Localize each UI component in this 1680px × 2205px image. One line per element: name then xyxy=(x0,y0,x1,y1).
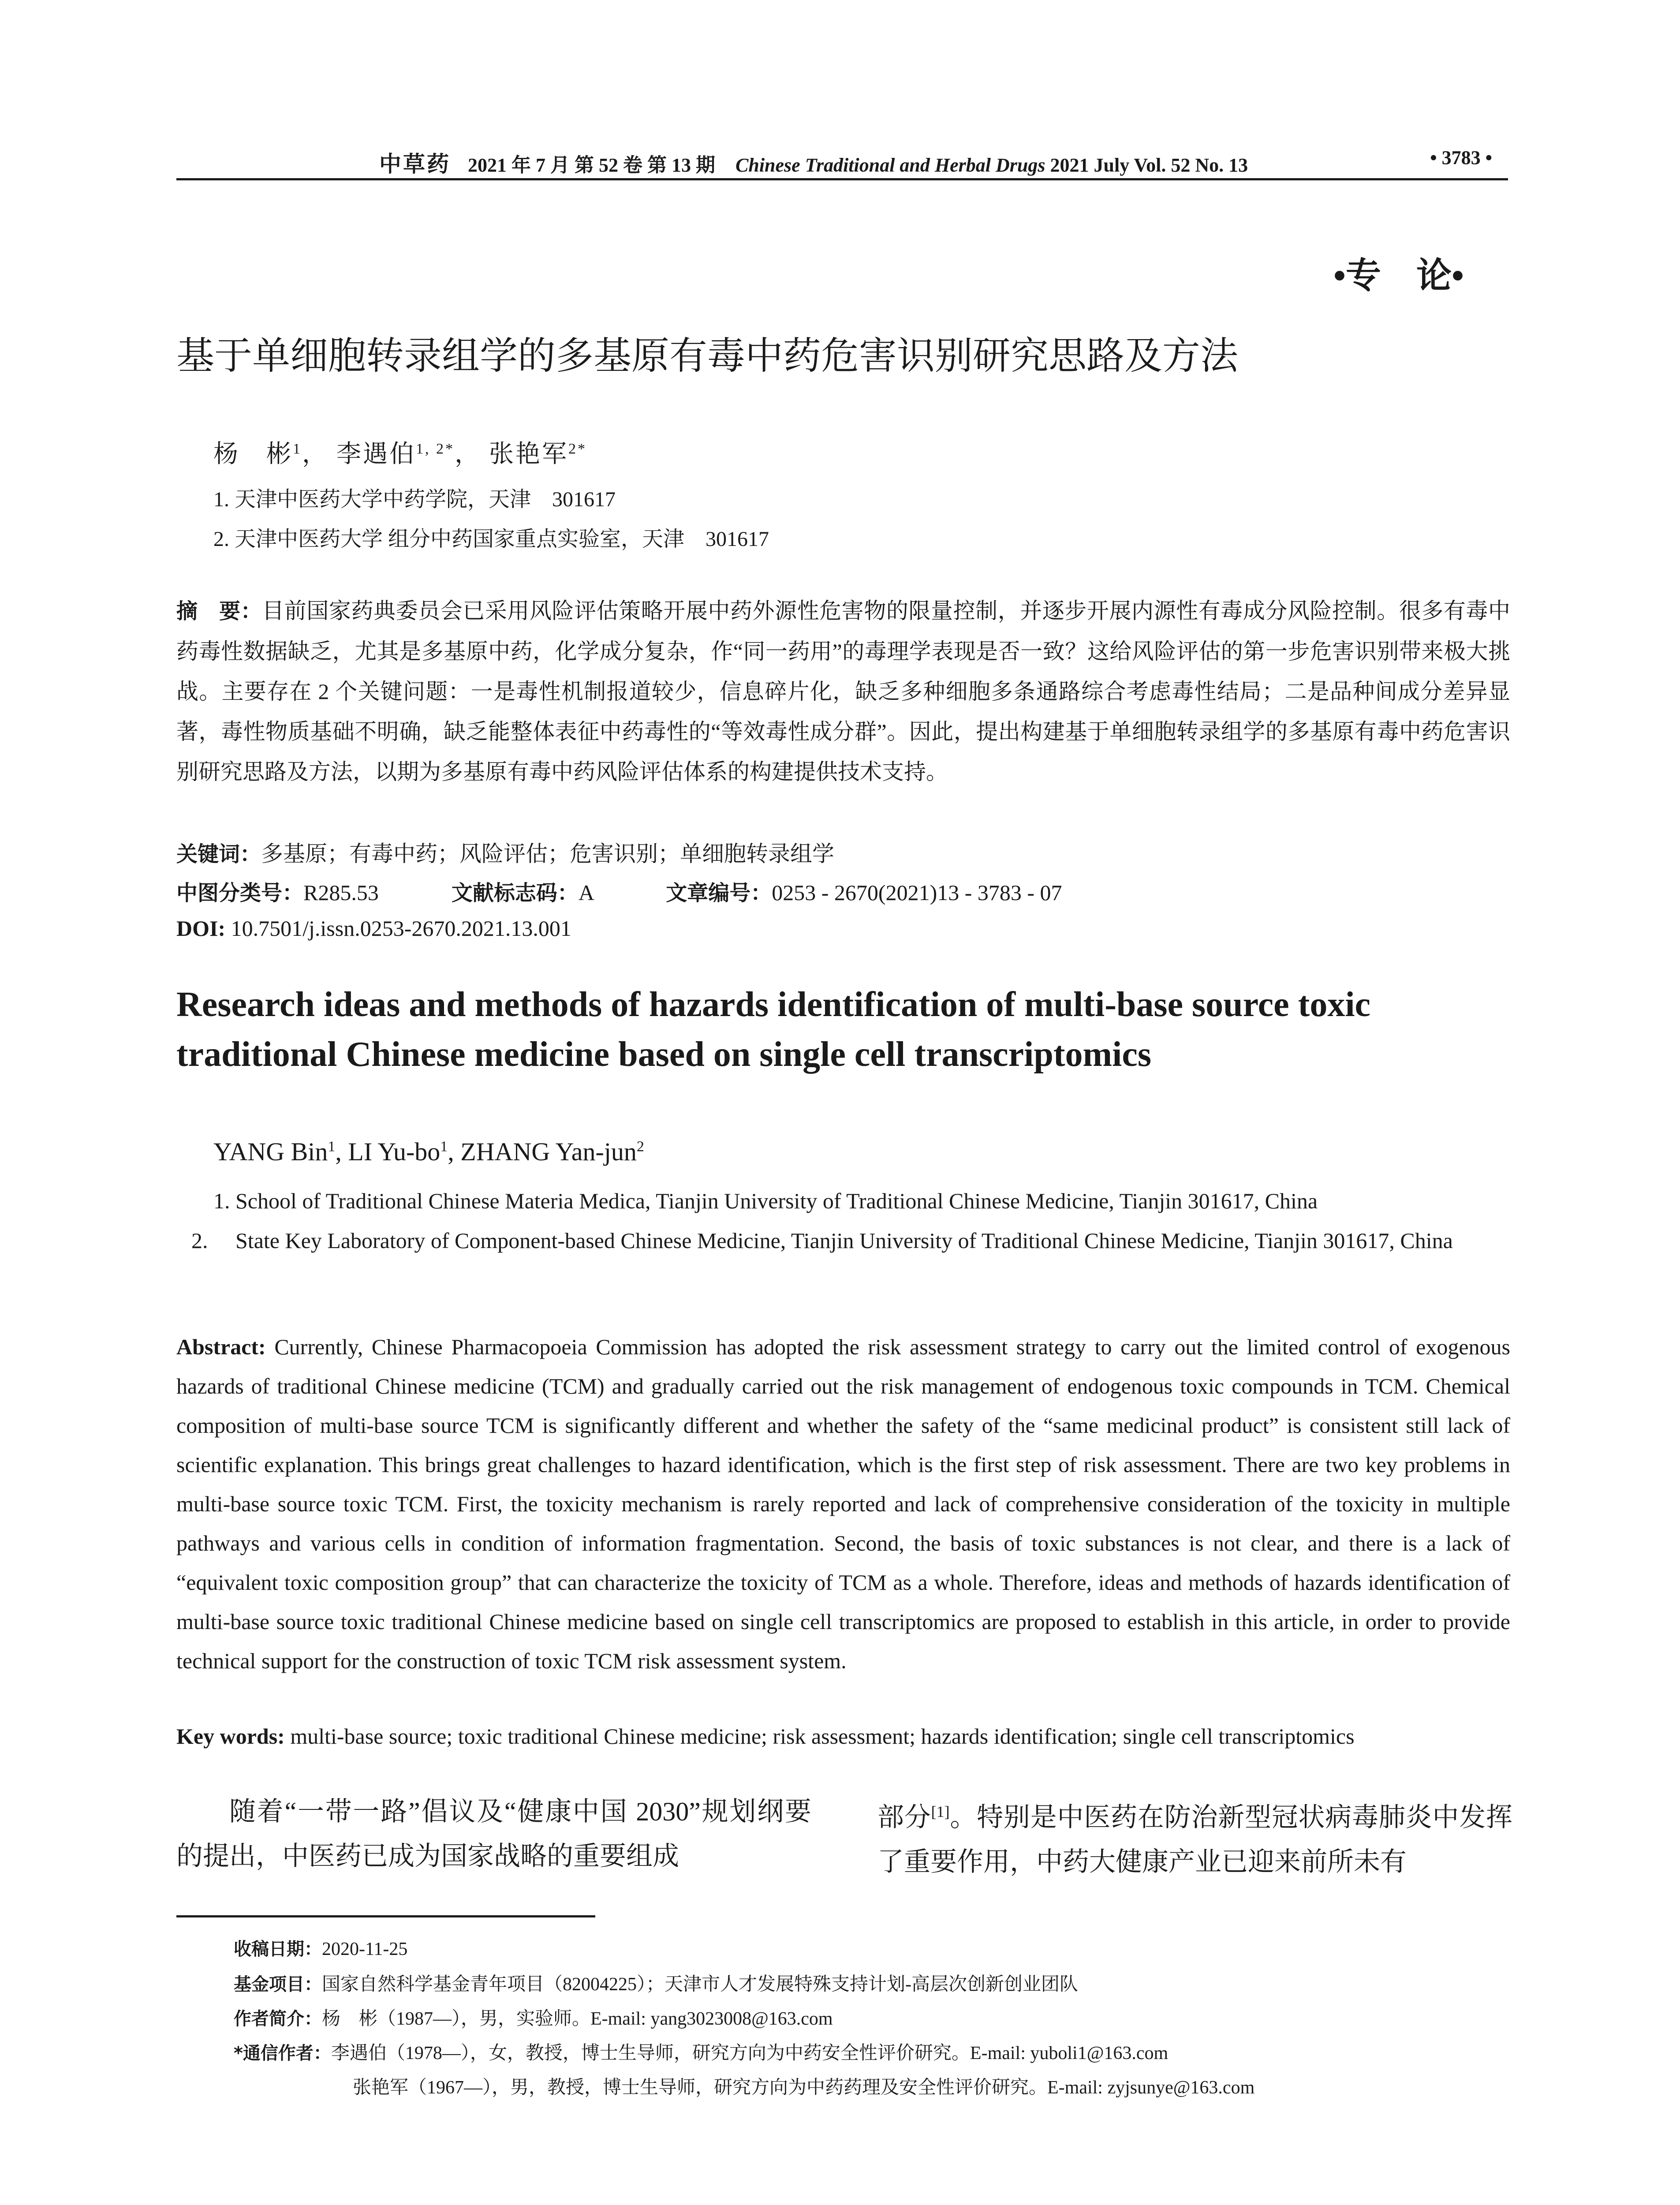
footnote-received xyxy=(234,1935,407,1960)
footnote-text: 国家自然科学基金青年项目（82004225）；天津市人才发展特殊支持计划-高层次创新创业团队 xyxy=(322,1974,1078,1995)
affiliation-cn: 1. 天津中医药大学中药学院，天津 301617 xyxy=(213,488,616,511)
footnote-corresponding xyxy=(234,2038,1168,2065)
issue-info-en: 2021 July Vol. 52 No. 13 xyxy=(1050,154,1248,176)
clc-value: R285.53 xyxy=(303,880,379,905)
author-name: LI Yu-bo xyxy=(348,1137,441,1166)
issue-info-cn: 2021 年 7 月 第 52 卷 第 13 期 xyxy=(468,154,715,176)
journal-name-en: Chinese Traditional and Herbal Drugs xyxy=(735,154,1045,176)
abstract-text-en: Currently, Chinese Pharmacopoeia Commission has adopted the risk assessment strategy to carry out the limited control of exogenous hazards of traditional Chinese medicine (TCM) and gradually carried out the risk management of endogenous toxic compounds in TCM. Chemical composition of multi-base source TCM is significantly different and whether the safety of the “same medicinal product” is consistent still lack of scientific explanation. This brings great challenges to hazard identification, which is the first step of risk assessment. There are two key problems in multi-base source toxic TCM. First, the toxicity mechanism is rarely reported and lack of comprehensive consideration of the toxicity in multiple pathways and various cells in condition of information fragmentation. Second, the basis of toxic substances is not clear, and there is a lack of “equivalent toxic composition group” that can characterize the toxicity of TCM as a whole. Therefore, ideas and methods of hazards identification of multi-base source toxic traditional Chinese medicine based on single cell transcriptomics are proposed to establish in this article, in order to provide technical support for the construction of toxic TCM risk assessment system. xyxy=(176,1334,1510,1673)
body-column-right xyxy=(877,1790,1512,1884)
abstract-cn xyxy=(176,591,1510,792)
body-column-left xyxy=(176,1790,811,1879)
keywords-text-cn: 多基原；有毒中药；风险评估；危害识别；单细胞转录组学 xyxy=(261,841,835,866)
author-name: ZHANG Yan-jun xyxy=(460,1137,637,1166)
journal-name-cn: 中草药 xyxy=(379,152,451,176)
footnote-label: 基金项目： xyxy=(234,1974,322,1995)
footnote-author-bio xyxy=(234,2004,833,2030)
footnote-fund xyxy=(234,1970,1078,1996)
keywords-label-cn: 关键词： xyxy=(176,842,261,867)
abstract-label-en: Abstract: xyxy=(176,1334,266,1359)
author-affil-mark: 2* xyxy=(568,441,587,457)
affiliation-number: 1. xyxy=(213,1188,230,1213)
abstract-text-cn: 目前国家药典委员会已采用风险评估策略开展中药外源性危害物的限量控制，并逐步开展内源性有毒成分风险控制。很多有毒中药毒性数据缺乏，尤其是多基原中药，化学成分复杂，作“同一药用”的毒理学表现是否一致？这给风险评估的第一步危害识别带来极大挑战。主要存在 2 个关键问题：一是毒性机制报道较少，信息碎片化，缺乏多种细胞多条通路综合考虑毒性结局；二是品种间成分差异显著，毒性物质基础不明确，缺乏能整体表征中药毒性的“等效毒性成分群”。因此，提出构建基于单细胞转录组学的多基原有毒中药危害识别研究思路及方法，以期为多基原有毒中药风险评估体系的构建提供技术支持。 xyxy=(176,598,1510,784)
author-name: 杨 彬 xyxy=(213,441,293,468)
affiliation-text: School of Traditional Chinese Materia Medica, Tianjin University of Traditional Chinese Medicine, Tianjin 301617, China xyxy=(235,1188,1318,1213)
body-paragraph: 部分 xyxy=(877,1803,931,1832)
footnote-text: 李遇伯（1978—），女，教授，博士生导师，研究方向为中药安全性评价研究。E-mail: yuboli1@163.com xyxy=(331,2043,1169,2063)
keywords-cn xyxy=(176,836,834,868)
column-tag: •专 论• xyxy=(1333,257,1464,295)
running-header xyxy=(176,140,1508,180)
abstract-label-cn: 摘 要： xyxy=(176,599,262,624)
authors-en: YANG Bin$^1$, LI $Yu-bo^1$, ZHANG Yan-jun$^2$ xyxy=(213,1137,644,1166)
footnote-text: 杨 彬（1987—），男，实验师。E-mail: yang3023008@163.com xyxy=(322,2009,833,2029)
author-name: YANG Bin xyxy=(213,1137,328,1166)
keywords-label-en: Key words: xyxy=(176,1724,285,1749)
author-affil-mark: 2 xyxy=(636,1138,644,1155)
affiliation-en xyxy=(191,1221,1505,1260)
header-journal-info xyxy=(379,146,1248,178)
authors-cn: 杨 彬$^1$， 李遇伯$^{1, 2*}$， 张艳军$^{2*}$ xyxy=(213,441,587,468)
citation-ref[interactable]: [1] xyxy=(931,1803,950,1820)
author-name: 张艳军 xyxy=(489,441,568,468)
author-affil-mark: 1 xyxy=(293,441,302,457)
footnote-label: 作者简介： xyxy=(234,2009,322,2029)
author-affil-mark: 1 xyxy=(328,1138,336,1155)
affiliation-text: State Key Laboratory of Component-based Chinese Medicine, Tianjin University of Traditional Chinese Medicine, Tianjin 301617, China xyxy=(235,1228,1453,1253)
article-number-label: 文章编号： xyxy=(666,881,772,905)
doc-code-value: A xyxy=(578,880,594,905)
doi-line xyxy=(176,916,571,941)
page-number: • 3783 • xyxy=(1430,147,1492,168)
body-paragraph: 随着“一带一路”倡议及“健康中国 2030”规划纲要的提出，中医药已成为国家战略的重要组成 xyxy=(176,1797,811,1871)
footnote-corresponding-2: 张艳军（1967—），男，教授，博士生导师，研究方向为中药药理及安全性评价研究。E-mail: zyjsunye@163.com xyxy=(353,2078,1255,2098)
title-cn: 基于单细胞转录组学的多基原有毒中药危害识别研究思路及方法 xyxy=(176,334,1238,378)
doi-label: DOI: xyxy=(176,916,226,941)
doc-code-label: 文献标志码： xyxy=(451,881,579,905)
author-affil-mark: 1, 2* xyxy=(416,441,455,457)
footnote-divider xyxy=(176,1915,595,1917)
footnote-label: 收稿日期： xyxy=(234,1939,322,1959)
title-en: Research ideas and methods of hazards identification of multi-base source toxic traditional Chinese medicine based on single cell transcriptomics xyxy=(176,985,1371,1074)
footnote-text: 2020-11-25 xyxy=(322,1939,408,1959)
affiliation-en xyxy=(213,1181,1505,1221)
body-paragraph: 。特别是中医药在防治新型冠状病毒肺炎中发挥了重要作用，中药大健康产业已迎来前所未有 xyxy=(877,1803,1513,1876)
abstract-en xyxy=(176,1327,1510,1681)
keywords-en xyxy=(176,1723,1512,1749)
author-affil-mark: 1 xyxy=(440,1138,448,1155)
affiliation-number: 2. xyxy=(191,1228,208,1253)
author-name: 李遇伯 xyxy=(336,441,416,468)
doi-value[interactable]: 10.7501/j.issn.0253-2670.2021.13.001 xyxy=(231,916,571,941)
classification-line xyxy=(176,876,1062,906)
keywords-text-en: multi-base source; toxic traditional Chinese medicine; risk assessment; hazards identification; single cell transcriptomics xyxy=(290,1724,1355,1749)
clc-label: 中图分类号： xyxy=(176,881,304,905)
affiliation-cn: 2. 天津中医药大学 组分中药国家重点实验室，天津 301617 xyxy=(213,527,769,551)
article-number-value: 0253 - 2670(2021)13 - 3783 - 07 xyxy=(772,880,1062,905)
footnote-label: *通信作者： xyxy=(234,2043,331,2063)
